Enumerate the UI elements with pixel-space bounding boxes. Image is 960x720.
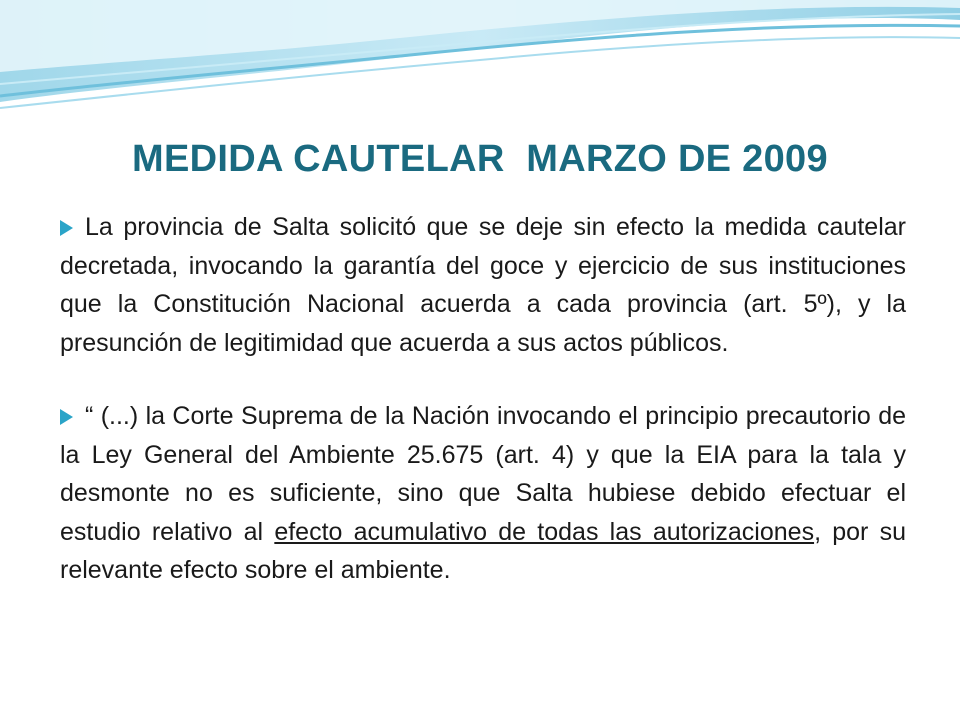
paragraph-1-text: La provincia de Salta solicitó que se deje sin efecto la medida cautelar decretada, invocando la garantía del goce y ejercicio de sus instituciones que la Constitución Nacional acuerda a cada provincia (art. 5º), y la presunción de legitimidad que acuerda a sus actos públicos. <box>60 213 906 357</box>
arrow-bullet-icon <box>60 409 73 425</box>
paragraph-2-text-after: , por su relevante efecto sobre el ambiente. <box>60 517 906 584</box>
arrow-bullet-icon <box>60 220 73 236</box>
slide-body <box>60 208 906 625</box>
paragraph-1 <box>60 208 906 362</box>
paragraph-2-underlined-text: efecto acumulativo de todas las autorizaciones <box>274 517 815 546</box>
slide-title: MEDIDA CAUTELAR MARZO DE 2009 <box>132 138 828 180</box>
paragraph-2-text-before: “ (...) la Corte Suprema de la Nación invocando el principio precautorio de la Ley General del Ambiente 25.675 (art. 4) y que la EIA para la tala y desmonte no es suficiente, sino que Salta hubiese debido efectuar el estudio relativo al <box>60 402 906 546</box>
header-wave-decoration <box>0 0 960 120</box>
paragraph-2 <box>60 397 906 590</box>
